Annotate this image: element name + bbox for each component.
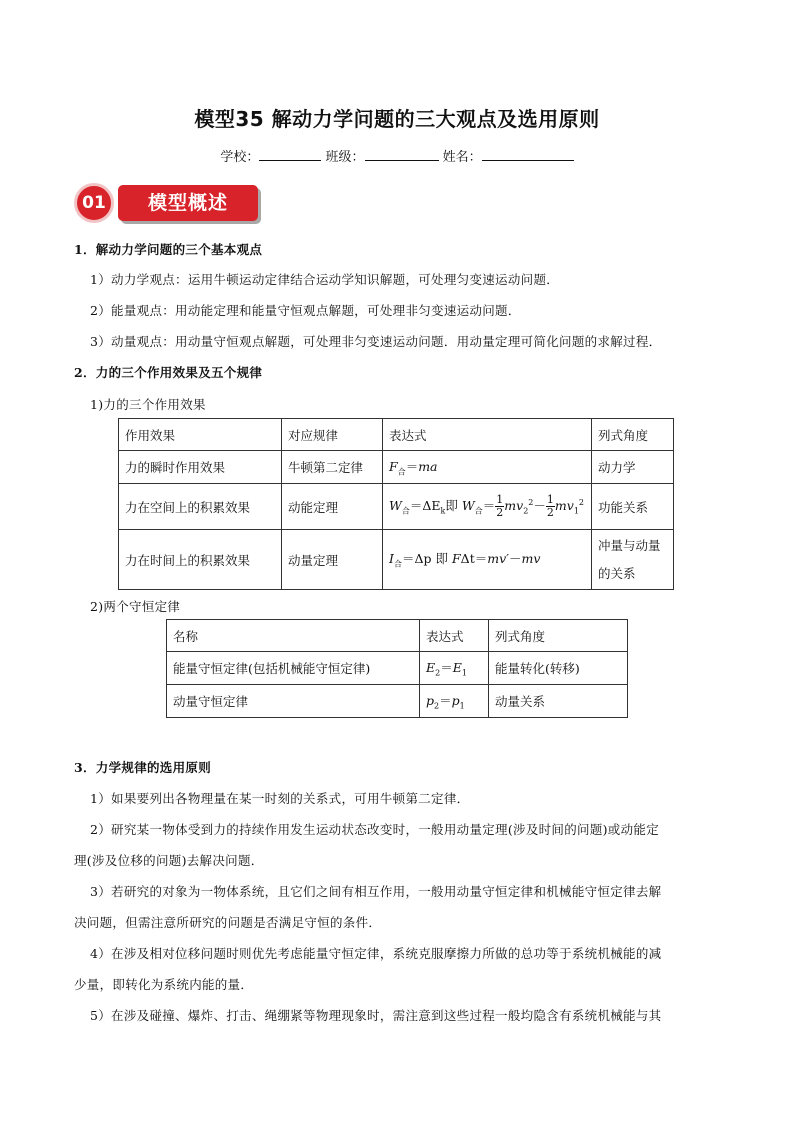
math-operator: ＝ — [474, 551, 488, 567]
math-symbol: W — [461, 498, 475, 513]
math-symbol: E — [452, 660, 462, 676]
section3-line: 理(涉及位移的问题)去解决问题． — [74, 853, 264, 868]
section1-item: 1）动力学观点：运用牛顿运动定律结合运动学知识解题，可处理匀变速运动问题． — [90, 272, 560, 287]
table-header-cell: 列式角度 — [592, 419, 674, 451]
fraction-numerator: 1 — [546, 493, 554, 506]
math-symbol: p — [426, 693, 435, 709]
math-subscript: 合 — [393, 559, 402, 569]
math-operator: ＝ — [482, 498, 496, 513]
angle-cell: 动力学 — [592, 451, 674, 484]
table-row — [119, 451, 674, 484]
class-label: 班级： — [325, 150, 365, 165]
math-subscript: 合 — [397, 467, 406, 477]
section3-line: 1）如果要列出各物理量在某一时刻的关系式，可用牛顿第二定律． — [90, 791, 470, 806]
math-symbol: mv — [554, 498, 574, 513]
table-header-cell: 表达式 — [420, 620, 489, 652]
math-symbol: Δp — [414, 551, 432, 567]
fraction — [546, 494, 555, 519]
math-symbol: mv — [521, 551, 541, 567]
section1-item: 3）动量观点：用动量守恒观点解题，可处理非匀变速运动问题．用动量定理可简化问题的求解过程． — [90, 334, 662, 349]
school-label: 学校： — [220, 150, 260, 165]
table-header-cell: 列式角度 — [489, 620, 628, 652]
expression-cell — [420, 685, 489, 718]
math-subscript: 合 — [401, 506, 410, 516]
math-symbol: mv′ — [487, 551, 510, 567]
effect-cell: 力的瞬时作用效果 — [119, 451, 282, 484]
math-symbol: mv — [504, 498, 524, 513]
math-symbol: E — [426, 660, 436, 676]
math-subscript: 2 — [434, 701, 440, 711]
fraction-denominator: 2 — [546, 506, 554, 519]
section3-line: 4）在涉及相对位移问题时则优先考虑能量守恒定律，系统克服摩擦力所做的总功等于系统机械能的减 — [90, 946, 662, 961]
effect-cell: 力在时间上的积累效果 — [119, 530, 282, 590]
table-row — [119, 484, 674, 530]
name-blank[interactable] — [482, 148, 574, 161]
angle-line: 的关系 — [598, 565, 636, 581]
math-symbol: I — [389, 551, 394, 567]
math-symbol: F — [451, 551, 461, 567]
table1-caption: 1)力的三个作用效果 — [90, 397, 206, 412]
section-badge — [74, 183, 264, 223]
math-text: 即 — [445, 498, 458, 513]
math-symbol: W — [389, 498, 402, 513]
math-symbol: ΔE — [422, 498, 441, 513]
math-operator: ＝ — [409, 498, 423, 513]
page-title: 模型35 解动力学问题的三大观点及选用原则 — [194, 107, 600, 131]
expression-cell — [383, 530, 592, 590]
angle-line: 冲量与动量 — [598, 537, 661, 553]
math-operator: ＝ — [405, 458, 419, 474]
section3-line: 2）研究某一物体受到力的持续作用发生运动状态改变时，一般用动量定理(涉及时间的问题)或动能定 — [90, 822, 660, 837]
section-number: 01 — [74, 183, 114, 223]
table-row — [119, 530, 674, 590]
math-symbol: ma — [418, 458, 438, 474]
table2-caption: 2)两个守恒定律 — [90, 599, 181, 614]
math-operator: ＝ — [401, 551, 415, 567]
conservation-table — [166, 619, 628, 718]
section3-line: 3）若研究的对象为一物体系统，且它们之间有相互作用，一般用动量守恒定律和机械能守恒定律去解 — [90, 884, 662, 899]
expression-cell — [420, 652, 489, 685]
expression-cell — [383, 451, 592, 484]
angle-cell — [592, 530, 674, 590]
section3-line: 少量，即转化为系统内能的量． — [74, 977, 254, 992]
math-superscript: 2 — [528, 497, 534, 507]
math-subscript: 2 — [435, 668, 441, 678]
math-symbol: F — [389, 458, 398, 474]
school-blank[interactable] — [259, 148, 321, 161]
math-operator: ＝ — [439, 693, 452, 709]
section3-line: 5）在涉及碰撞、爆炸、打击、绳绷紧等物理现象时，需注意到这些过程一般均隐含有系统机械能与其 — [90, 1008, 662, 1023]
effects-table — [118, 418, 674, 590]
law-cell: 牛顿第二定律 — [282, 451, 383, 484]
table-row — [167, 652, 628, 685]
math-text: 即 — [435, 551, 448, 567]
math-subscript: 1 — [461, 668, 467, 678]
law-cell: 动量定理 — [282, 530, 383, 590]
math-operator: － — [533, 498, 546, 513]
angle-cell: 动量关系 — [489, 685, 628, 718]
effect-cell: 力在空间上的积累效果 — [119, 484, 282, 530]
table-header-cell: 作用效果 — [119, 419, 282, 451]
section3-heading: 3．力学规律的选用原则 — [74, 760, 211, 775]
angle-cell: 能量转化(转移) — [489, 652, 628, 685]
table-row — [167, 685, 628, 718]
table-header-cell: 表达式 — [383, 419, 592, 451]
table-header-row — [167, 620, 628, 652]
table-header-cell: 对应规律 — [282, 419, 383, 451]
section1-item: 2）能量观点：用动能定理和能量守恒观点解题，可处理非匀变速运动问题． — [90, 303, 521, 318]
section1-heading: 1．解动力学问题的三个基本观点 — [74, 242, 263, 257]
class-blank[interactable] — [365, 148, 439, 161]
section3-line: 决问题，但需注意所研究的问题是否满足守恒的条件． — [74, 915, 382, 930]
math-subscript: k — [440, 506, 446, 516]
law-cell: 动能定理 — [282, 484, 383, 530]
name-cell: 能量守恒定律(包括机械能守恒定律) — [167, 652, 420, 685]
section-label: 模型概述 — [118, 185, 258, 221]
math-operator: － — [509, 551, 522, 567]
fraction-numerator: 1 — [496, 493, 504, 506]
math-superscript: 2 — [578, 497, 584, 507]
math-symbol: Δt — [460, 551, 475, 567]
table-header-row — [119, 419, 674, 451]
expression-cell — [383, 484, 592, 530]
fraction — [495, 494, 504, 519]
name-cell: 动量守恒定律 — [167, 685, 420, 718]
table-header-cell: 名称 — [167, 620, 420, 652]
math-subscript: 2 — [523, 506, 529, 516]
math-subscript: 合 — [474, 506, 483, 516]
section2-heading: 2．力的三个作用效果及五个规律 — [74, 365, 263, 380]
student-info-line — [0, 146, 794, 165]
math-subscript: 1 — [573, 506, 579, 516]
fraction-denominator: 2 — [496, 506, 504, 519]
math-symbol: p — [451, 693, 460, 709]
math-operator: ＝ — [440, 660, 453, 676]
math-subscript: 1 — [459, 701, 465, 711]
angle-cell: 功能关系 — [592, 484, 674, 530]
name-label: 姓名： — [442, 150, 482, 165]
